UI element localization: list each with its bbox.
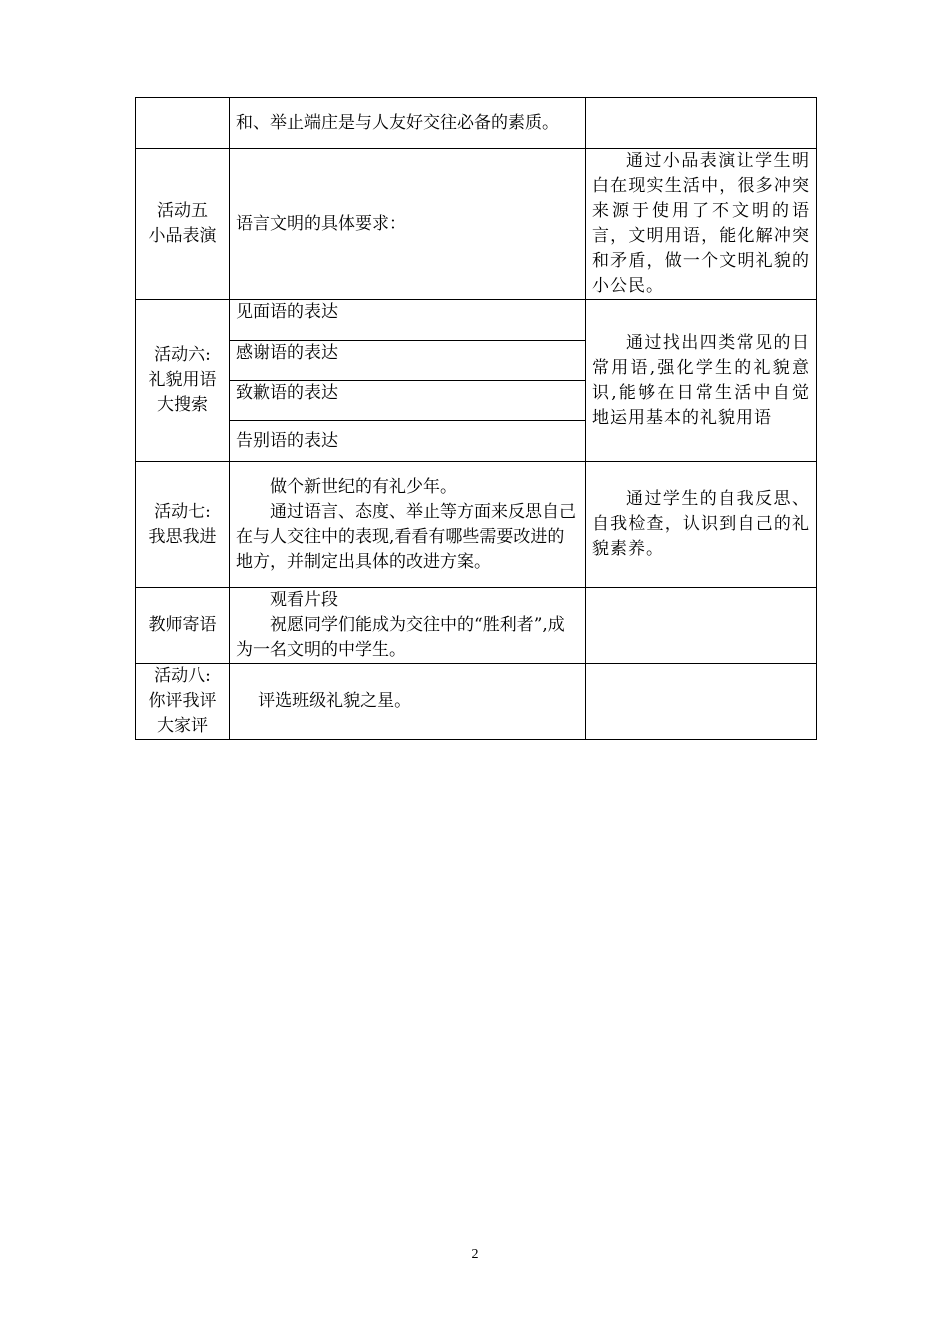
- activity-content-cell: [230, 98, 586, 149]
- activity-label-line: 大搜索: [157, 395, 208, 415]
- phrase-type-cell: [230, 381, 586, 421]
- activity-label-line: 活动六:: [154, 345, 211, 365]
- activity-label-cell: [136, 98, 230, 149]
- activity-content-cell: [230, 588, 586, 664]
- content-paragraph: 语言文明的具体要求：: [236, 213, 406, 234]
- activity-goal-cell: [586, 588, 817, 664]
- activity-goal-cell: [586, 300, 817, 462]
- activity-label-line: 小品表演: [148, 226, 217, 246]
- table-row: [136, 664, 817, 740]
- activity-goal-cell: [586, 98, 817, 149]
- phrase-type-label: 告别语的表达: [236, 430, 338, 451]
- phrase-type-label: 致歉语的表达: [236, 383, 338, 403]
- phrase-type-cell: [230, 300, 586, 341]
- content-paragraph: 做个新世纪的有礼少年。: [270, 476, 457, 497]
- content-paragraph: 评选班级礼貌之星。: [258, 691, 412, 711]
- phrase-type-label: 感谢语的表达: [236, 343, 338, 363]
- activity-label-cell: [136, 664, 230, 740]
- activity-content-cell: [230, 664, 586, 740]
- table-row: [136, 462, 817, 588]
- content-paragraph: 通过语言、态度、举止等方面来反思自己在与人交往中的表现,看看有哪些需要改进的地方，并制定出具体的改进方案。: [236, 501, 576, 572]
- activity-label-line: 活动八:: [154, 666, 211, 686]
- page-number: 2: [471, 1247, 479, 1262]
- activity-goal-cell: [586, 664, 817, 740]
- activity-label-line: 活动五: [157, 201, 208, 221]
- activity-label-line: 我思我进: [148, 526, 217, 547]
- phrase-type-label: 见面语的表达: [236, 302, 338, 322]
- goal-paragraph: 通过小品表演让学生明白在现实生活中，很多冲突来源于使用了不文明的语言，文明用语，能化解冲突和矛盾，做一个文明礼貌的小公民。: [592, 151, 810, 296]
- table-row: [136, 149, 817, 300]
- activity-label-cell: [136, 149, 230, 300]
- activity-content-cell: [230, 149, 586, 300]
- activity-label-line: 活动七:: [154, 501, 211, 522]
- table-row: [136, 98, 817, 149]
- phrase-type-cell: [230, 421, 586, 462]
- content-paragraph: 祝愿同学们能成为交往中的“胜利者”,成为一名文明的中学生。: [236, 615, 565, 660]
- activity-label-line: 礼貌用语: [148, 370, 217, 390]
- content-paragraph: 观看片段: [270, 590, 338, 610]
- activity-label-line: 教师寄语: [148, 615, 217, 635]
- phrase-type-cell: [230, 341, 586, 381]
- activity-label-line: 你评我评: [148, 691, 217, 711]
- table-row: [136, 588, 817, 664]
- activity-label-cell: [136, 462, 230, 588]
- lesson-plan-table: [135, 97, 817, 740]
- activity-label-cell: [136, 300, 230, 462]
- activity-goal-cell: [586, 462, 817, 588]
- activity-content-cell: [230, 462, 586, 588]
- goal-paragraph: 通过学生的自我反思、自我检查，认识到自己的礼貌素养。: [592, 489, 810, 559]
- activity-goal-cell: [586, 149, 817, 300]
- activity-label-cell: [136, 588, 230, 664]
- table-row: [136, 300, 817, 341]
- activity-label-line: 大家评: [157, 716, 208, 736]
- content-paragraph: 和、举止端庄是与人友好交往必备的素质。: [236, 112, 559, 133]
- goal-paragraph: 通过找出四类常见的日常用语,强化学生的礼貌意识,能够在日常生活中自觉地运用基本的礼貌用语: [592, 332, 810, 428]
